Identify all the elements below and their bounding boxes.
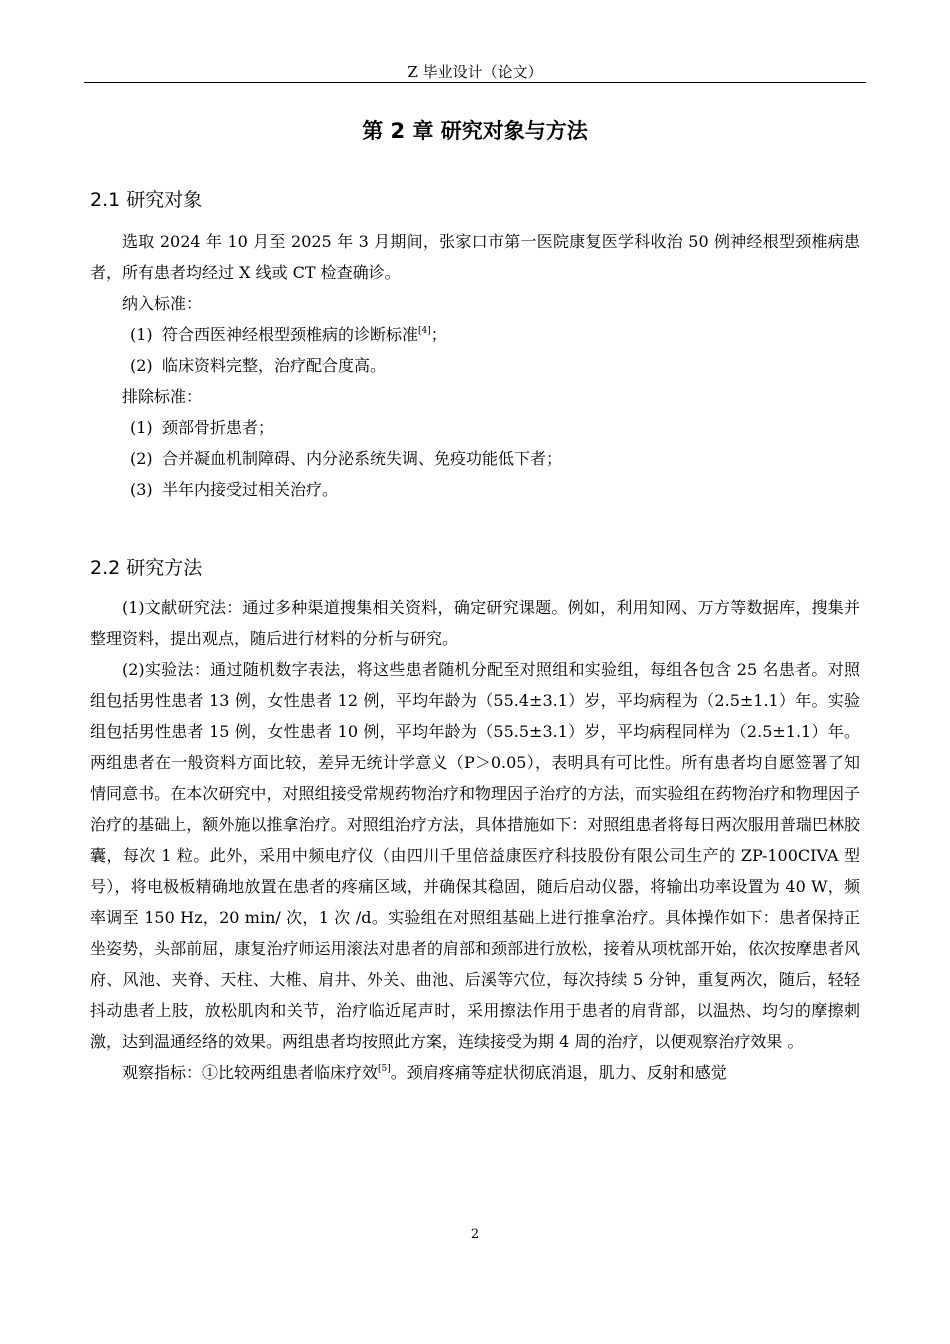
exclusion-item-text: 颈部骨折患者；: [162, 418, 275, 437]
chapter-title: 第 2 章 研究对象与方法: [362, 119, 588, 143]
observation-text: 观察指标：①比较两组患者临床疗效: [122, 1063, 379, 1082]
research-subjects-body: [90, 226, 860, 505]
citation-ref: [5]: [378, 1064, 391, 1074]
section-heading-research-subjects: 2.1 研究对象: [90, 189, 203, 211]
page-number: 2: [470, 1227, 480, 1242]
citation-ref: [4]: [418, 326, 431, 336]
list-marker: (1): [130, 418, 153, 437]
observation-paragraph: [90, 1057, 860, 1088]
inclusion-item-tail: ；: [430, 325, 447, 344]
running-header: Z 毕业设计（论文）: [407, 63, 543, 81]
section-heading-research-methods: 2.2 研究方法: [90, 557, 203, 579]
exclusion-item: [90, 443, 860, 474]
observation-tail: 。颈肩疼痛等症状彻底消退，肌力、反射和感觉: [390, 1063, 727, 1082]
exclusion-item: [90, 474, 860, 505]
inclusion-item: [90, 319, 860, 350]
inclusion-item-text: 临床资料完整，治疗配合度高。: [162, 356, 387, 375]
inclusion-label: 纳入标准：: [122, 294, 203, 313]
research-methods-body: [90, 592, 860, 1088]
exclusion-item: [90, 412, 860, 443]
list-marker: (2): [130, 449, 153, 468]
exclusion-label: 排除标准：: [122, 387, 203, 406]
inclusion-item-text: 符合西医神经根型颈椎病的诊断标准: [162, 325, 419, 344]
inclusion-item: [90, 350, 860, 381]
list-marker: (1): [130, 325, 153, 344]
exclusion-item-text: 合并凝血机制障碍、内分泌系统失调、免疫功能低下者；: [162, 449, 563, 468]
subjects-intro-paragraph: 选取 2024 年 10 月至 2025 年 3 月期间，张家口市第一医院康复医学科收治 50 例神经根型颈椎病患者，所有患者均经过 X 线或 CT 检查确诊。: [90, 232, 860, 282]
list-marker: (2): [130, 356, 153, 375]
list-marker: (3): [130, 480, 153, 499]
header-rule: [84, 82, 866, 83]
literature-method-paragraph: (1)文献研究法：通过多种渠道搜集相关资料，确定研究课题。例如，利用知网、万方等数据库，搜集并整理资料，提出观点，随后进行材料的分析与研究。: [90, 598, 860, 648]
experiment-method-paragraph: (2)实验法：通过随机数字表法，将这些患者随机分配至对照组和实验组，每组各包含 25 名患者。对照组包括男性患者 13 例，女性患者 12 例，平均年龄为（55.4±3.1）岁，平均病程为（2.5±1.1）年。实验组包括男性患者 15 例，女性患者 10 例，平均年龄为（55.5±3.1）岁，平均病程同样为（2.5±1.1）年。两组患者在一般资料方面比较，差异无统计学意义（P＞0.05），表明具有可比性。所有患者均自愿签署了知情同意书。在本次研究中，对照组接受常规药物治疗和物理因子治疗的方法，而实验组在药物治疗和物理因子治疗的基础上，额外施以推拿治疗。对照组治疗方法，具体措施如下：对照组患者将每日两次服用普瑞巴林胶囊，每次 1 粒。此外，采用中频电疗仪（由四川千里倍益康医疗科技股份有限公司生产的 ZP-100CIVA 型号），将电极板精确地放置在患者的疼痛区域，并确保其稳固，随后启动仪器，将输出功率设置为 40 W，频率调至 150 Hz，20 min/ 次，1 次 /d。实验组在对照组基础上进行推拿治疗。具体操作如下：患者保持正坐姿势，头部前屈，康复治疗师运用滚法对患者的肩部和颈部进行放松，接着从项枕部开始，依次按摩患者风府、风池、夹脊、天柱、大椎、肩井、外关、曲池、后溪等穴位，每次持续 5 分钟，重复两次，随后，轻轻抖动患者上肢，放松肌肉和关节，治疗临近尾声时，采用擦法作用于患者的肩背部，以温热、均匀的摩擦刺激，达到温通经络的效果。两组患者均按照此方案，连续接受为期 4 周的治疗，以便观察治疗效果 。: [90, 660, 860, 1051]
exclusion-item-text: 半年内接受过相关治疗。: [162, 480, 339, 499]
